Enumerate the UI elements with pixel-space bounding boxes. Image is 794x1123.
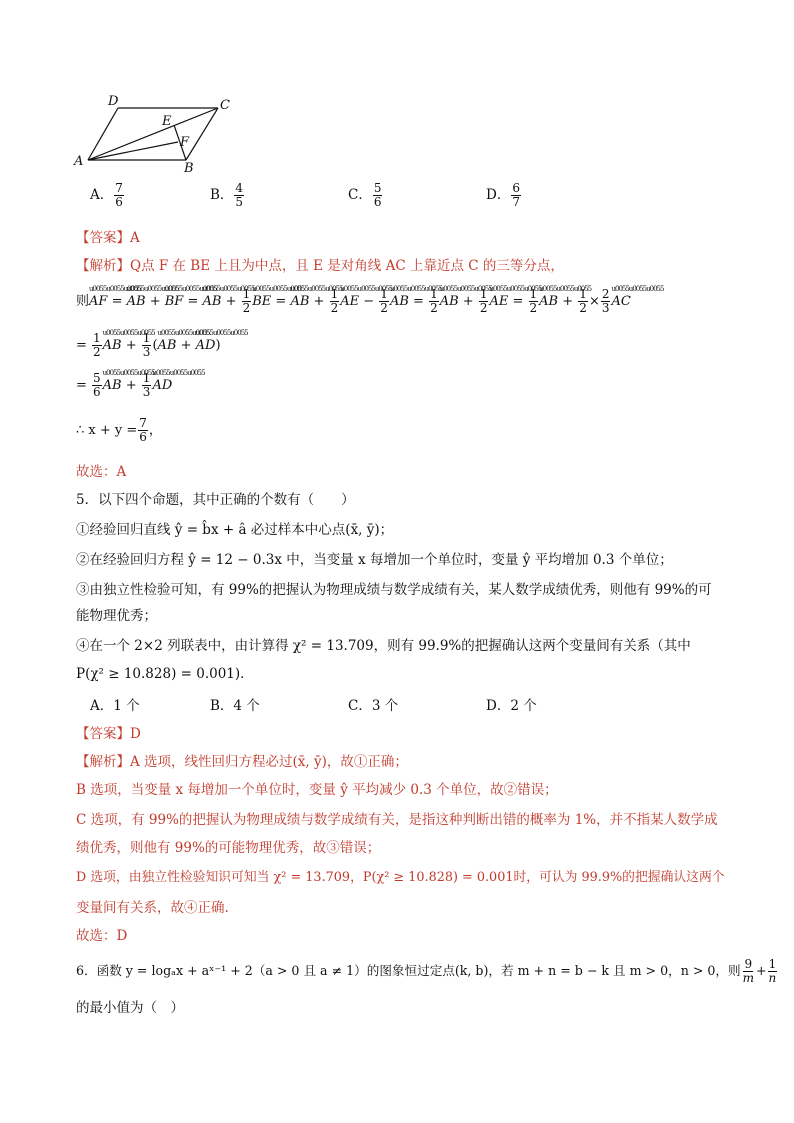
q4-option-b: B． $\frac{4}{5}$ <box>210 181 244 209</box>
q5-s1: ①经验回归直线 ŷ = b̂x + â 必过样本中心点(x̄, ȳ)； <box>76 522 394 538</box>
q4-option-a: A． $\frac{7}{6}$ <box>90 181 123 209</box>
label-c: C <box>220 98 230 113</box>
q4-vector-line: 则u0055u0055u0055 AF = u0055u0055u0055 AB + u0055u0055u0055 BF = u0055u0055u0055 AB + $\frac{1}{2}$ u0055u0055u0055 BE = u0055u0055u0055 AB + $\frac{1}{2}$ u0055u0055u0055 AE − $\frac{1}{2}$ u0055u0055u0055 AB = $\frac{1}{2}$ u0055u0055u0055 AB + $\frac{1}{2}$ u0055u0055u0055 AE = $\frac{1}{2}$ u0055u0055u0055 AB + $\frac{1}{2}$ × $\frac{2}{3}$ u0055u0055u0055 AC <box>76 288 631 315</box>
q5-s3b: 能物理优秀； <box>76 608 157 624</box>
edge-da <box>88 108 118 160</box>
q5-s3a: ③由独立性检验可知，有 99%的把握认为物理成绩与数学成绩有关，某人数学成绩优秀，则他有 99%的可 <box>76 582 712 598</box>
q5-analysis-3b: 绩优秀，则他有 99%的可能物理优秀，故③错误； <box>76 840 381 856</box>
q5-answer: 【答案】D <box>76 726 141 742</box>
q5-analysis-1: 【解析】A 选项，线性回归方程必过(x̄, ȳ)，故①正确； <box>76 754 408 770</box>
segment-af <box>88 142 178 160</box>
q4-option-d: D． $\frac{6}{7}$ <box>486 181 520 209</box>
label-b: B <box>184 161 194 176</box>
q5-s2: ②在经验回归方程 ŷ = 12 − 0.3x 中，当变量 x 每增加一个单位时，变量 ŷ 平均增加 0.3 个单位； <box>76 552 673 568</box>
q5-option-a: A．1 个 <box>90 698 140 714</box>
parallelogram-figure <box>70 92 240 177</box>
q5-option-d: D．2 个 <box>486 698 537 714</box>
q4-step-2: = $\frac{1}{2}$ u0055u0055u0055 AB + $\frac{1}{3}$ (u0055u0055u0055 AB + u0055u0055u0055 AD) <box>76 332 221 359</box>
q5-stem: 5．以下四个命题，其中正确的个数有（ ） <box>76 492 355 508</box>
q4-step-4: ∴ x + y = $\frac{7}{6}$ ， <box>76 416 162 444</box>
q6-stem-line2: 的最小值为（ ） <box>76 1000 184 1016</box>
label-d: D <box>108 94 119 109</box>
q4-analysis-line1: 【解析】Q点 F 在 BE 上且为中点，且 E 是对角线 AC 上靠近点 C 的三等分点， <box>76 258 564 274</box>
q5-analysis-3a: C 选项，有 99%的把握认为物理成绩与数学成绩有关，是指这种判断出错的概率为 1%，并不指某人数学成 <box>76 812 718 828</box>
q4-choice: 故选：A <box>76 464 127 480</box>
q5-analysis-4b: 变量间有关系，故④正确. <box>76 900 229 916</box>
q5-s4b: P(χ² ≥ 10.828) = 0.001)． <box>76 666 254 682</box>
label-f: F <box>180 135 190 150</box>
q5-option-c: C．3 个 <box>348 698 399 714</box>
q5-choice: 故选：D <box>76 928 128 944</box>
q4-step-3: = $\frac{5}{6}$ u0055u0055u0055 AB + $\frac{1}{3}$ u0055u0055u0055 AD <box>76 372 172 399</box>
q5-analysis-4a: D 选项，由独立性检验知识可知当 χ² = 13.709，P(χ² ≥ 10.828) = 0.001时，可认为 99.9%的把握确认这两个 <box>76 870 725 885</box>
q5-option-b: B．4 个 <box>210 698 260 714</box>
q5-analysis-2: B 选项，当变量 x 每增加一个单位时，变量 ŷ 平均减少 0.3 个单位，故②错误； <box>76 782 558 798</box>
q4-answer: 【答案】A <box>76 230 140 246</box>
q6-stem-line1: 6．函数 y = logₐx + aˣ⁻¹ + 2（a > 0 且 a ≠ 1）的图象恒过定点(k, b)，若 m + n = b − k 且 m > 0，n > 0，则 $\frac{9}{m}$ + $\frac{1}{n}$ <box>76 957 777 985</box>
edge-cb <box>186 108 218 160</box>
q4-option-c: C． $\frac{5}{6}$ <box>348 181 382 209</box>
label-a: A <box>74 154 84 169</box>
diagonal-ac <box>88 108 218 160</box>
label-e: E <box>162 114 172 129</box>
q5-s4a: ④在一个 2×2 列联表中，由计算得 χ² = 13.709，则有 99.9%的把握确认这两个变量间有关系（其中 <box>76 638 691 654</box>
